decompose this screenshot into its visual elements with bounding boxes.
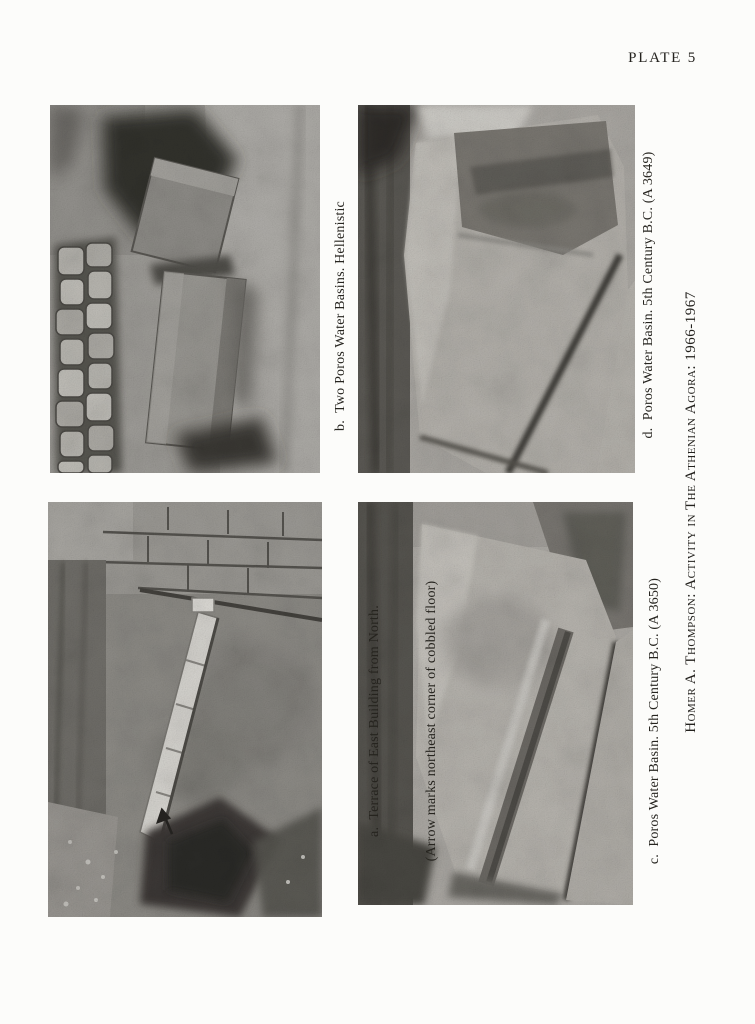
caption-figure-a-line1: a. Terrace of East Building from North.: [367, 605, 382, 837]
plate-label: PLATE 5: [628, 50, 697, 66]
caption-figure-a: [327, 541, 439, 901]
photo-a-image: [48, 502, 322, 917]
caption-figure-a-line2: (Arrow marks northeast corner of cobbled floor): [424, 580, 439, 862]
photo-b-image: [50, 105, 320, 473]
page-title: Homer A. Thompson: Activity in The Athenian Agora: 1966-1967: [683, 291, 699, 733]
caption-figure-d: d. Poros Water Basin. 5th Century B.C. (A 3649): [641, 151, 656, 439]
photo-d-image: [358, 105, 635, 473]
photo-poros-water-basin-a3649: [358, 105, 635, 473]
photo-two-poros-water-basins: [50, 105, 320, 473]
caption-figure-b: b. Two Poros Water Basins. Hellenistic: [333, 201, 348, 431]
photo-terrace-of-east-building: [48, 502, 322, 917]
caption-figure-c: c. Poros Water Basin. 5th Century B.C. (A 3650): [647, 577, 662, 865]
